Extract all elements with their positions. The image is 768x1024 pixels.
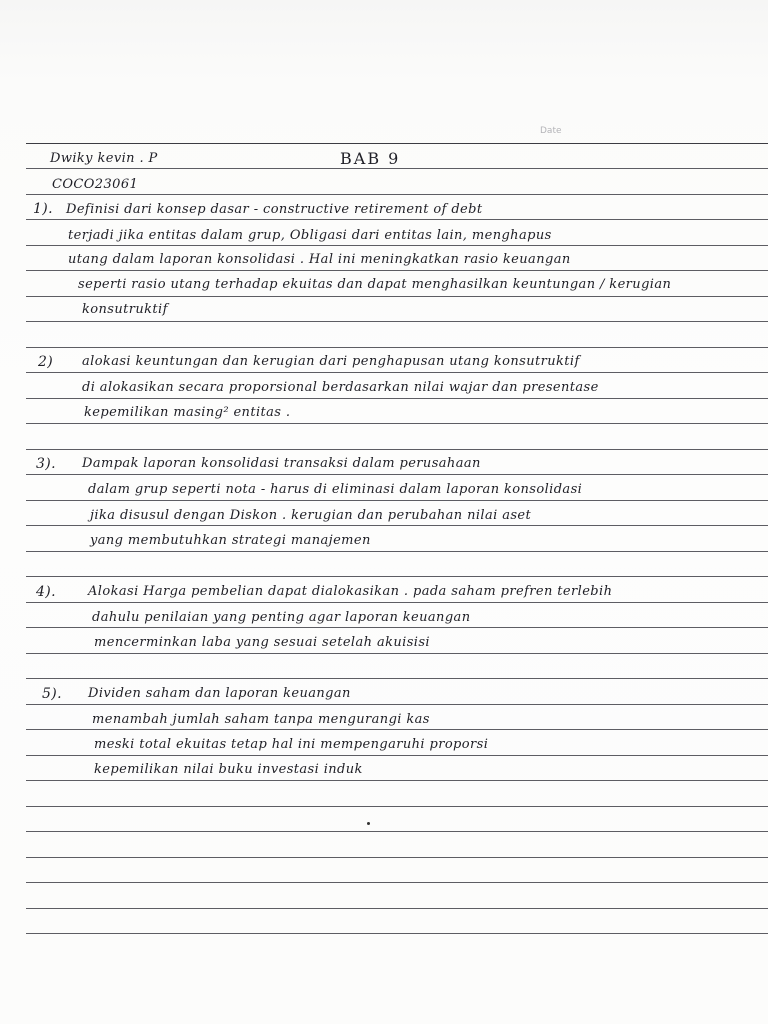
- ruled-line: [26, 857, 768, 858]
- ruled-line: [26, 449, 768, 450]
- answer-line: mencerminkan laba yang sesuai setelah akuisisi: [94, 635, 430, 650]
- answer-line: konsutruktif: [82, 302, 168, 317]
- ruled-line: [26, 831, 768, 832]
- ruled-line: [26, 321, 768, 322]
- ruled-line: [26, 372, 768, 373]
- ruled-line: [26, 780, 768, 781]
- ruled-line: [26, 245, 768, 246]
- ruled-line: [26, 270, 768, 271]
- ruled-line: [26, 653, 768, 654]
- ruled-line: [26, 168, 768, 169]
- answer-number: 4).: [36, 584, 57, 600]
- page-title: BAB 9: [340, 149, 401, 168]
- answer-number: 5).: [42, 686, 63, 702]
- ruled-line: [26, 602, 768, 603]
- answer-line: Dividen saham dan laporan keuangan: [88, 686, 351, 701]
- answer-line: alokasi keuntungan dan kerugian dari penghapusan utang konsutruktif: [82, 354, 580, 369]
- answer-line: yang membutuhkan strategi manajemen: [90, 533, 371, 548]
- answer-line: Definisi dari konsep dasar - constructive retirement of debt: [66, 202, 483, 217]
- answer-number: 2): [38, 354, 54, 370]
- ruled-line: [26, 398, 768, 399]
- answer-number: 3).: [36, 456, 57, 472]
- ruled-line: [26, 933, 768, 934]
- answer-line: kepemilikan masing² entitas .: [84, 405, 291, 420]
- ruled-line: [26, 576, 768, 577]
- student-name: Dwiky kevin . P: [50, 151, 158, 166]
- ruled-line: [26, 704, 768, 705]
- ruled-line: [26, 908, 768, 909]
- answer-line: meski total ekuitas tetap hal ini mempengaruhi proporsi: [94, 737, 489, 752]
- date-label: Date: [540, 126, 562, 136]
- ruled-line: [26, 474, 768, 475]
- answer-line: jika disusul dengan Diskon . kerugian dan perubahan nilai aset: [90, 508, 532, 523]
- ruled-line: [26, 423, 768, 424]
- answer-line: kepemilikan nilai buku investasi induk: [94, 762, 363, 777]
- ruled-line: [26, 729, 768, 730]
- ruled-line: [26, 194, 768, 195]
- ruled-line: [26, 525, 768, 526]
- pen-mark: [367, 822, 370, 825]
- ruled-line: [26, 143, 768, 144]
- ruled-line: [26, 347, 768, 348]
- answer-line: menambah jumlah saham tanpa mengurangi kas: [92, 712, 430, 727]
- ruled-line: [26, 627, 768, 628]
- ruled-line: [26, 296, 768, 297]
- ruled-line: [26, 551, 768, 552]
- answer-line: terjadi jika entitas dalam grup, Obligasi dari entitas lain, menghapus: [68, 228, 552, 243]
- answer-line: di alokasikan secara proporsional berdasarkan nilai wajar dan presentase: [82, 380, 599, 395]
- answer-line: dahulu penilaian yang penting agar laporan keuangan: [92, 610, 471, 625]
- student-id: COCO23061: [52, 177, 139, 192]
- answer-line: seperti rasio utang terhadap ekuitas dan dapat menghasilkan keuntungan / kerugian: [78, 277, 672, 292]
- ruled-line: [26, 678, 768, 679]
- ruled-line: [26, 755, 768, 756]
- ruled-line: [26, 219, 768, 220]
- ruled-line: [26, 806, 768, 807]
- answer-line: Dampak laporan konsolidasi transaksi dalam perusahaan: [82, 456, 481, 471]
- ruled-line: [26, 882, 768, 883]
- ruled-line: [26, 500, 768, 501]
- answer-line: utang dalam laporan konsolidasi . Hal ini meningkatkan rasio keuangan: [68, 252, 571, 267]
- answer-number: 1).: [33, 201, 54, 217]
- answer-line: Alokasi Harga pembelian dapat dialokasikan . pada saham prefren terlebih: [88, 584, 613, 599]
- answer-line: dalam grup seperti nota - harus di eliminasi dalam laporan konsolidasi: [88, 482, 583, 497]
